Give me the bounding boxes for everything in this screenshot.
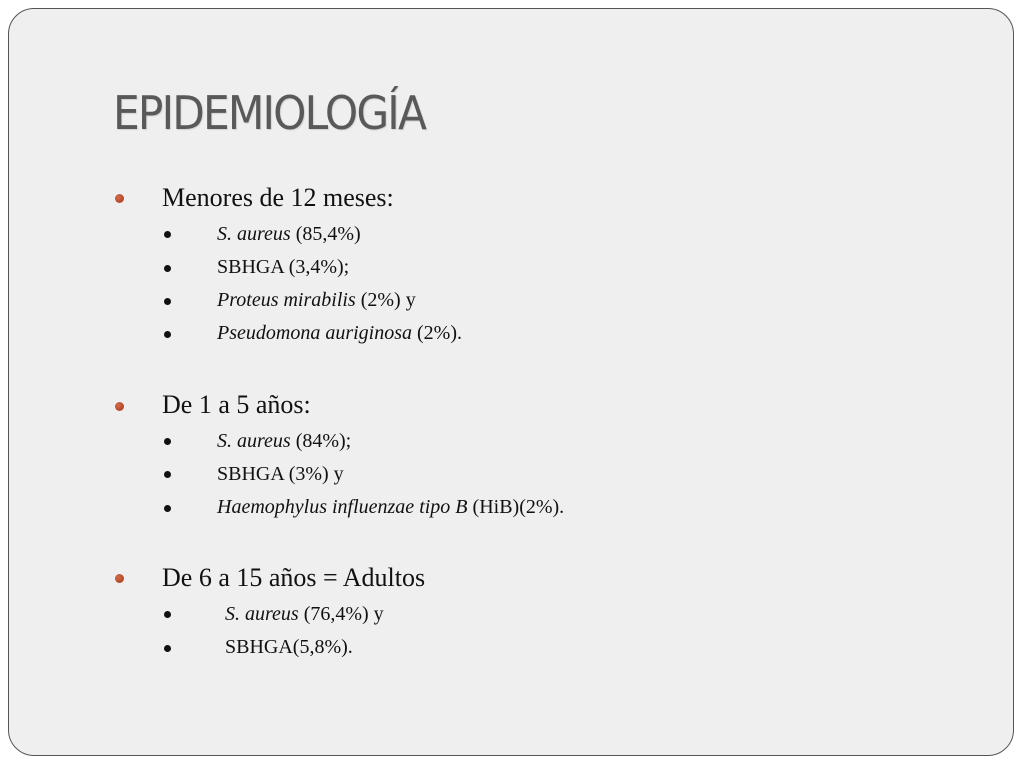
- list-item: S. aureus (84%);: [217, 430, 352, 452]
- section-bullet: [115, 574, 124, 583]
- list-item: Pseudomona auriginosa (2%).: [217, 322, 462, 344]
- slide-title: EPIDEMIOLOGÍA: [113, 86, 426, 140]
- list-item: SBHGA (3,4%);: [217, 256, 350, 278]
- item-bullet: [164, 645, 171, 652]
- item-bullet: [164, 438, 171, 445]
- section-heading: Menores de 12 meses:: [162, 183, 394, 212]
- item-bullet: [164, 611, 171, 618]
- section-heading: De 6 a 15 años = Adultos: [162, 563, 426, 592]
- item-bullet: [164, 505, 171, 512]
- list-item: S. aureus (76,4%) y: [225, 603, 384, 625]
- list-item: Proteus mirabilis (2%) y: [217, 289, 416, 311]
- item-bullet: [164, 231, 171, 238]
- list-item: SBHGA (3%) y: [217, 463, 344, 485]
- list-item: Haemophylus influenzae tipo B (HiB)(2%).: [217, 496, 565, 518]
- list-item: S. aureus (85,4%): [217, 223, 361, 245]
- section-heading: De 1 a 5 años:: [162, 390, 311, 419]
- section-bullet: [115, 194, 124, 203]
- item-bullet: [164, 471, 171, 478]
- item-bullet: [164, 331, 171, 338]
- list-item: SBHGA(5,8%).: [225, 636, 353, 658]
- item-bullet: [164, 265, 171, 272]
- section-bullet: [115, 402, 124, 411]
- item-bullet: [164, 298, 171, 305]
